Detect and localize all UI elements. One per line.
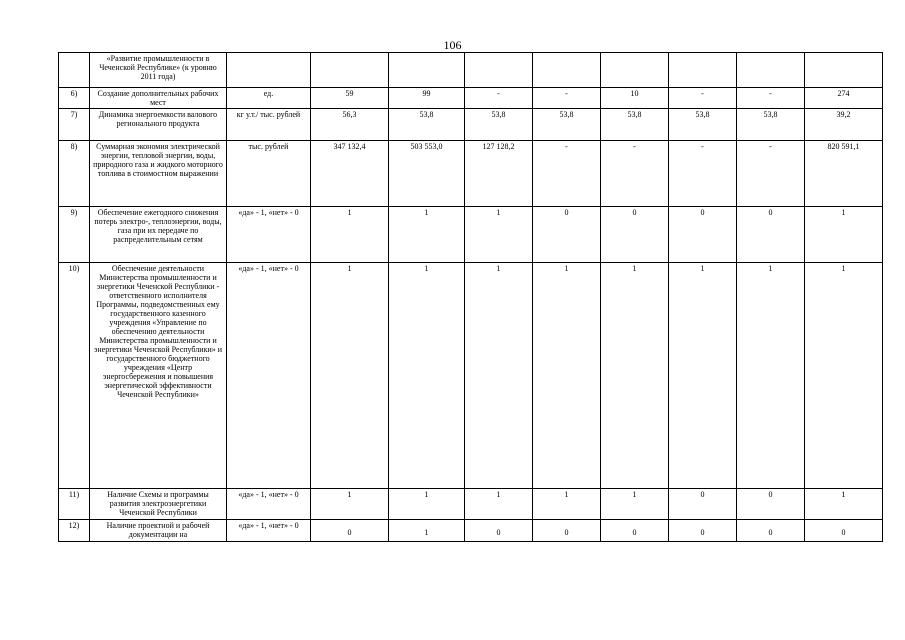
table-row	[59, 207, 883, 263]
value-cell: 1	[601, 489, 669, 520]
indicator-name: «Развитие промышленности в Чеченской Республике» (к уровню 2011 года)	[90, 53, 227, 88]
value-cell: 127 128,2	[465, 141, 533, 207]
value-cell: 0	[737, 207, 805, 263]
value-cell: 39,2	[805, 109, 883, 141]
row-number: 8)	[59, 141, 90, 207]
value-cell	[669, 53, 737, 88]
value-cell	[465, 53, 533, 88]
indicator-name: Наличие Схемы и программы развития электроэнергетики Чеченской Республики	[90, 489, 227, 520]
table-row	[59, 141, 883, 207]
value-cell: 1	[805, 207, 883, 263]
value-cell: 1	[389, 207, 465, 263]
value-cell: 53,8	[465, 109, 533, 141]
row-number: 9)	[59, 207, 90, 263]
indicator-name: Создание дополнительных рабочих мест	[90, 88, 227, 109]
value-cell: 1	[465, 207, 533, 263]
page-number: 106	[443, 38, 462, 52]
unit-cell: ед.	[227, 88, 311, 109]
table-row	[59, 88, 883, 109]
value-cell: -	[601, 141, 669, 207]
value-cell: 820 591,1	[805, 141, 883, 207]
value-cell	[601, 53, 669, 88]
value-cell: -	[669, 88, 737, 109]
unit-cell: тыс. рублей	[227, 141, 311, 207]
value-cell: 10	[601, 88, 669, 109]
indicator-name: Обеспечение деятельности Министерства промышленности и энергетики Чеченской Республики - ответственного исполнителя Программы, подведомственных ему государственного казенного учреждения «Управление по обеспечению деятельности Министерства промышленности и энергетики Чеченской Республики» и государственного бюджетного учреждения «Центр энергосбережения и повышения энергетической эффективности Чеченской Республики»	[90, 263, 227, 489]
value-cell: 53,8	[669, 109, 737, 141]
unit-cell: «да» - 1, «нет» - 0	[227, 207, 311, 263]
value-cell: 1	[465, 263, 533, 489]
value-cell: 1	[311, 263, 389, 489]
value-cell: 0	[805, 520, 883, 542]
row-number: 10)	[59, 263, 90, 489]
value-cell: 0	[601, 207, 669, 263]
value-cell: 347 132,4	[311, 141, 389, 207]
value-cell: 1	[311, 489, 389, 520]
value-cell: 0	[669, 207, 737, 263]
value-cell: -	[737, 88, 805, 109]
value-cell: 0	[737, 520, 805, 542]
value-cell: 0	[669, 489, 737, 520]
value-cell	[311, 53, 389, 88]
value-cell: 1	[805, 263, 883, 489]
row-number	[59, 53, 90, 88]
value-cell: 53,8	[601, 109, 669, 141]
value-cell: 1	[533, 489, 601, 520]
value-cell: 1	[389, 263, 465, 489]
table-row	[59, 109, 883, 141]
value-cell: 56,3	[311, 109, 389, 141]
value-cell: 53,8	[533, 109, 601, 141]
unit-cell: «да» - 1, «нет» - 0	[227, 520, 311, 542]
row-number: 6)	[59, 88, 90, 109]
unit-cell	[227, 53, 311, 88]
value-cell: 503 553,0	[389, 141, 465, 207]
indicator-name: Обеспечение ежегодного снижения потерь электро-, теплоэнергии, воды, газа при их передаче по распределительным сетям	[90, 207, 227, 263]
value-cell: 1	[389, 489, 465, 520]
value-cell: 53,8	[389, 109, 465, 141]
value-cell: 0	[311, 520, 389, 542]
value-cell: -	[669, 141, 737, 207]
value-cell: 274	[805, 88, 883, 109]
value-cell	[737, 53, 805, 88]
value-cell: 1	[805, 489, 883, 520]
row-number: 7)	[59, 109, 90, 141]
value-cell: 1	[533, 263, 601, 489]
row-number: 11)	[59, 489, 90, 520]
value-cell: 1	[601, 263, 669, 489]
value-cell: -	[533, 141, 601, 207]
value-cell	[805, 53, 883, 88]
table-row	[59, 489, 883, 520]
value-cell	[389, 53, 465, 88]
unit-cell: кг у.т./ тыс. рублей	[227, 109, 311, 141]
table-row	[59, 53, 883, 88]
value-cell: 0	[601, 520, 669, 542]
value-cell: 0	[533, 207, 601, 263]
value-cell: 0	[533, 520, 601, 542]
value-cell: 1	[669, 263, 737, 489]
value-cell: 1	[465, 489, 533, 520]
value-cell: 0	[465, 520, 533, 542]
value-cell: 0	[737, 489, 805, 520]
value-cell: -	[465, 88, 533, 109]
value-cell: 1	[737, 263, 805, 489]
value-cell	[533, 53, 601, 88]
indicator-name: Суммарная экономия электрической энергии, тепловой энергии, воды, природного газа и жидкого моторного топлива в стоимостном выражении	[90, 141, 227, 207]
unit-cell: «да» - 1, «нет» - 0	[227, 263, 311, 489]
indicator-table	[58, 52, 883, 542]
value-cell: -	[737, 141, 805, 207]
value-cell: 53,8	[737, 109, 805, 141]
value-cell: 59	[311, 88, 389, 109]
value-cell: -	[533, 88, 601, 109]
table-row	[59, 263, 883, 489]
indicator-name: Динамика энергоемкости валового регионального продукта	[90, 109, 227, 141]
value-cell: 99	[389, 88, 465, 109]
row-number: 12)	[59, 520, 90, 542]
value-cell: 1	[311, 207, 389, 263]
table-row	[59, 520, 883, 542]
unit-cell: «да» - 1, «нет» - 0	[227, 489, 311, 520]
value-cell: 1	[389, 520, 465, 542]
value-cell: 0	[669, 520, 737, 542]
indicator-name: Наличие проектной и рабочей документации на	[90, 520, 227, 542]
